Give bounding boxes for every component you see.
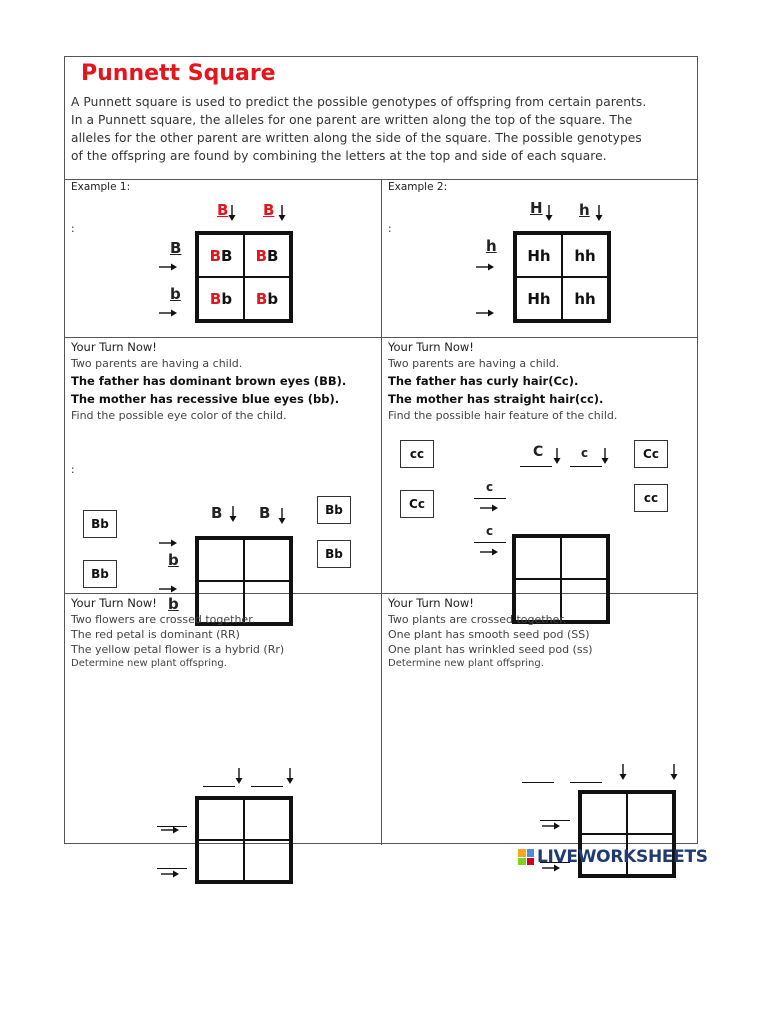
grid-cell-input[interactable] <box>244 840 290 881</box>
turn-1-prompt: Find the possible eye color of the child. <box>71 409 287 422</box>
answer-blank[interactable] <box>203 786 235 787</box>
grid-cell-input[interactable] <box>244 539 290 581</box>
turn-1-top-allele-1: B <box>211 504 223 522</box>
arrow-right-icon <box>542 822 560 830</box>
answer-option-box[interactable]: Bb <box>83 560 117 588</box>
answer-option-box[interactable]: cc <box>400 440 434 468</box>
intro-line: alleles for the other parent are written along the side of the square. The possible genotypes <box>71 131 642 145</box>
arrow-down-icon <box>669 764 679 780</box>
arrow-down-icon <box>594 205 604 221</box>
arrow-right-icon <box>159 263 177 271</box>
page-title: Punnett Square <box>81 61 276 86</box>
grid-cell: Hh <box>516 234 562 277</box>
example-2-side-allele-1: h <box>486 237 497 255</box>
grid-cell-input[interactable] <box>198 799 244 840</box>
grid-cell-input[interactable] <box>198 539 244 581</box>
example-1-punnett-grid <box>195 231 293 323</box>
example-2-top-allele-1: H <box>530 199 543 217</box>
turn-2-top-allele-1: C <box>533 444 544 460</box>
answer-blank[interactable] <box>570 782 602 783</box>
turn-1-side-allele-1: b <box>168 551 179 569</box>
liveworksheets-logo <box>518 848 708 866</box>
intro-line: In a Punnett square, the alleles for one parent are written along the top of the square. The <box>71 113 633 127</box>
arrow-right-icon <box>159 309 177 317</box>
arrow-down-icon <box>618 764 628 780</box>
grid-cell-input[interactable] <box>627 793 673 834</box>
turn-1-heading: Your Turn Now! <box>71 340 157 354</box>
turn-4-heading: Your Turn Now! <box>388 596 474 610</box>
turn-1-bold-line: The father has dominant brown eyes (BB). <box>71 374 347 388</box>
grid-cell: B b <box>244 277 290 320</box>
answer-option-box[interactable]: Cc <box>634 440 668 468</box>
arrow-right-icon <box>476 263 494 271</box>
intro-text <box>71 93 691 165</box>
example-2-label: Example 2: <box>388 181 448 193</box>
turn-2-panel <box>382 338 697 593</box>
arrow-down-icon <box>277 508 287 524</box>
arrow-down-icon <box>285 768 295 784</box>
arrow-down-icon <box>600 448 610 464</box>
answer-blank[interactable] <box>157 868 187 869</box>
arrow-down-icon <box>552 448 562 464</box>
example-2-top-allele-2: h <box>579 201 590 219</box>
turn-4-panel <box>382 594 697 845</box>
turn-4-line: One plant has wrinkled seed pod (ss) <box>388 643 593 656</box>
arrow-right-icon <box>480 548 498 556</box>
turn-1-top-allele-2: B <box>259 504 271 522</box>
turn-3-panel <box>65 594 381 845</box>
turn-2-bold-line: The father has curly hair(Cc). <box>388 374 579 388</box>
arrow-right-icon <box>159 539 177 547</box>
turn-2-line: Two parents are having a child. <box>388 357 560 370</box>
example-1-top-allele-2: B <box>263 201 275 219</box>
turn-2-prompt: Find the possible hair feature of the child. <box>388 409 618 422</box>
turn-2-side-allele-2: c <box>486 524 494 538</box>
grid-cell: B B <box>244 234 290 277</box>
arrow-right-icon <box>161 870 179 878</box>
arrow-down-icon <box>228 506 238 522</box>
grid-cell-input[interactable] <box>581 793 627 834</box>
example-1-colon: : <box>71 223 75 235</box>
turn-1-colon: : <box>71 464 75 476</box>
turn-2-side-allele-1: c <box>486 480 494 494</box>
arrow-down-icon <box>227 205 237 221</box>
grid-cell: B B <box>198 234 244 277</box>
example-1-top-allele-1: B <box>217 201 229 219</box>
arrow-right-icon <box>476 309 494 317</box>
arrow-right-icon <box>159 585 177 593</box>
turn-2-top-allele-2: c <box>581 446 589 460</box>
turn-1-bold-line: The mother has recessive blue eyes (bb). <box>71 392 340 406</box>
grid-cell: Hh <box>516 277 562 320</box>
example-2-panel <box>382 179 697 337</box>
grid-cell-input[interactable] <box>515 537 561 579</box>
answer-blank[interactable] <box>540 820 570 821</box>
turn-2-bold-line: The mother has straight hair(cc). <box>388 392 604 406</box>
turn-2-heading: Your Turn Now! <box>388 340 474 354</box>
answer-blank[interactable] <box>520 466 552 467</box>
grid-cell: hh <box>562 234 608 277</box>
turn-3-line: Determine new plant offspring. <box>71 658 227 669</box>
grid-cell-input[interactable] <box>244 799 290 840</box>
turn-1-panel <box>65 338 381 613</box>
example-1-label: Example 1: <box>71 181 131 193</box>
answer-blank[interactable] <box>474 498 506 499</box>
example-2-punnett-grid <box>513 231 611 323</box>
turn-3-line: The red petal is dominant (RR) <box>71 628 240 641</box>
liveworksheets-logo-text: LIVEWORKSHEETS <box>537 847 708 867</box>
answer-blank[interactable] <box>251 786 283 787</box>
arrow-down-icon <box>544 205 554 221</box>
worksheet <box>64 56 698 844</box>
turn-3-line: Two flowers are crossed together. <box>71 613 256 626</box>
turn-3-heading: Your Turn Now! <box>71 596 157 610</box>
answer-option-box[interactable]: Bb <box>317 540 351 568</box>
turn-4-line: Two plants are crossed together. <box>388 613 567 626</box>
turn-3-line: The yellow petal flower is a hybrid (Rr) <box>71 643 285 656</box>
answer-blank[interactable] <box>474 542 506 543</box>
answer-blank[interactable] <box>570 466 602 467</box>
grid-cell-input[interactable] <box>198 840 244 881</box>
example-1-side-allele-1: B <box>170 239 182 257</box>
arrow-right-icon <box>161 826 179 834</box>
answer-option-box[interactable]: Bb <box>317 496 351 524</box>
turn-3-punnett-grid <box>195 796 293 884</box>
arrow-down-icon <box>277 205 287 221</box>
liveworksheets-logo-icon <box>518 849 534 865</box>
intro-line: A Punnett square is used to predict the possible genotypes of offspring from certain parents. <box>71 95 647 109</box>
arrow-down-icon <box>234 768 244 784</box>
example-2-colon: : <box>388 223 392 235</box>
turn-1-side-allele-2: b <box>168 595 179 613</box>
example-1-panel <box>65 179 381 337</box>
turn-1-line: Two parents are having a child. <box>71 357 243 370</box>
grid-cell: B b <box>198 277 244 320</box>
grid-cell: hh <box>562 277 608 320</box>
turn-4-line: One plant has smooth seed pod (SS) <box>388 628 590 641</box>
answer-option-box[interactable]: Bb <box>83 510 117 538</box>
answer-option-box[interactable]: cc <box>634 484 668 512</box>
turn-4-line: Determine new plant offspring. <box>388 658 544 669</box>
intro-section <box>65 57 697 180</box>
example-1-side-allele-2: b <box>170 285 181 303</box>
answer-option-box[interactable]: Cc <box>400 490 434 518</box>
arrow-right-icon <box>480 504 498 512</box>
answer-blank[interactable] <box>522 782 554 783</box>
intro-line: of the offspring are found by combining the letters at the top and side of each square. <box>71 149 607 163</box>
grid-cell-input[interactable] <box>561 537 607 579</box>
